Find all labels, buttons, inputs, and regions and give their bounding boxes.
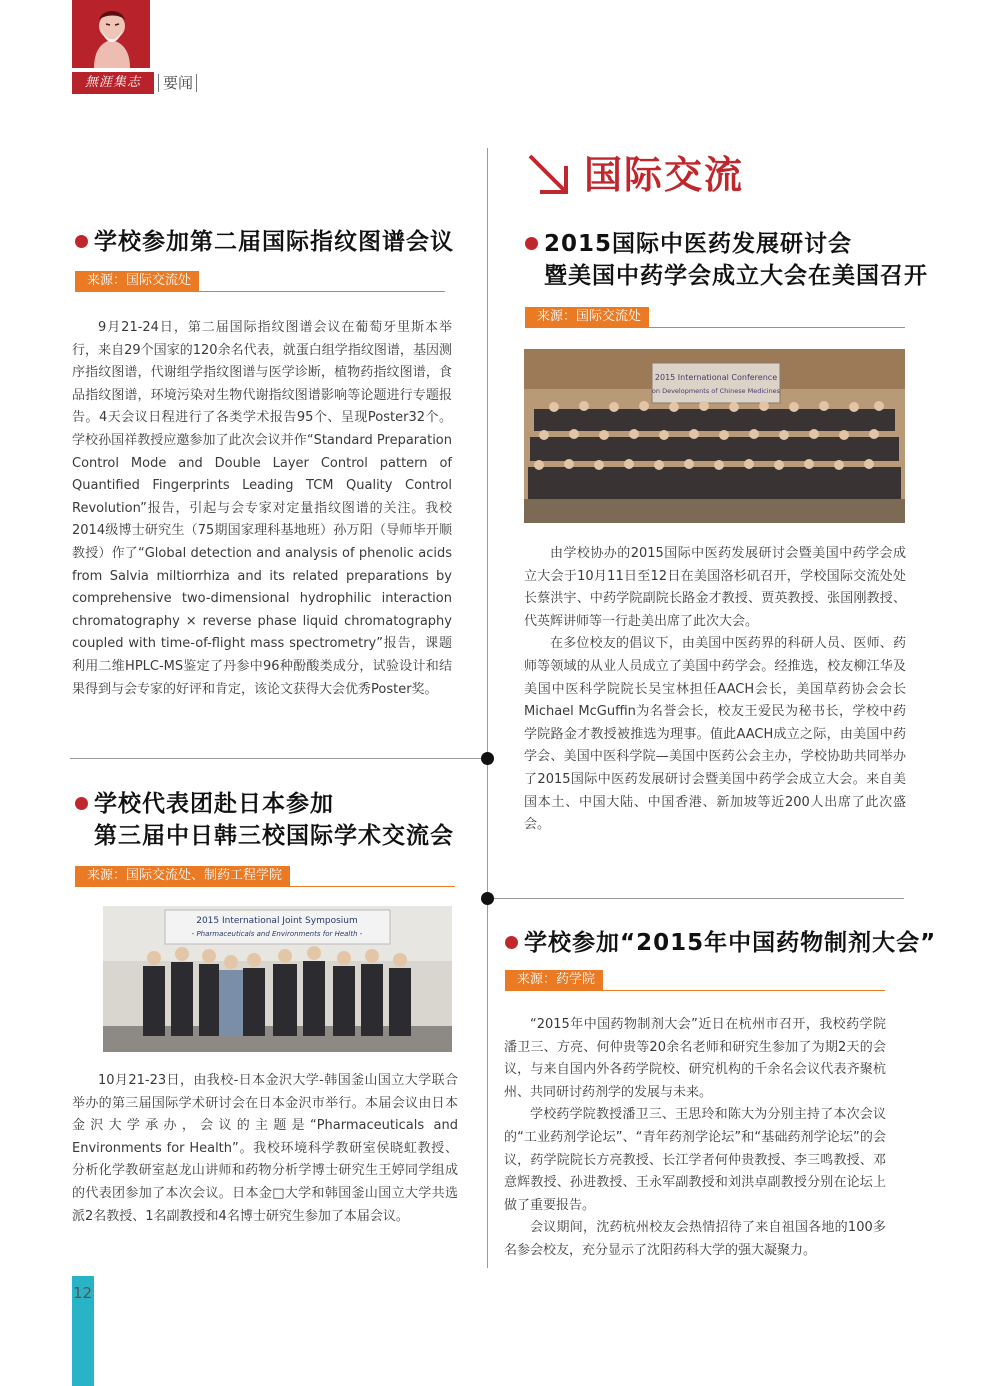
paragraph: 9月21-24日，第二届国际指纹图谱会议在葡萄牙里斯本举行，来自29个国家的120余名代表，就蛋白组学指纹图谱，基因测序指纹图谱，代谢组学指纹图谱与医学诊断，植物药指纹图谱，食品指纹图谱，环境污染对生物代谢指纹图谱影响等论题进行专题报告。4天会议日程进行了各类学术报告95个、呈现Poster32个。学校孙国祥教授应邀参加了此次会议并作“Standard Preparation Control Mode and Double Layer Control pattern of Quantified Fingerprints Leading TCM Quality Control Revolution”报告，引起与会专家对定量指纹图谱的关注。我校2014级博士研究生（75期国家理科基地班）孙万阳（导师毕开顺教授）作了“Global detection and analysis of phenolic acids from Salvia miltiorrhiza and its related preparations by comprehensive two-dimensional hydrophilic interaction chromatography × reverse phase liquid chromatography coupled with time-of-flight mass spectrometry”报告，课题利用二维HPLC-MS鉴定了丹参中96种酚酸类成分，试验设计和结果得到与会专家的好评和肯定，该论文获得大会优秀Poster奖。 [72, 320, 452, 697]
row-divider [70, 758, 488, 759]
portrait-logo-icon [72, 0, 150, 68]
bullet-dot-icon [75, 797, 88, 810]
source-underline [525, 327, 905, 328]
paragraph: “2015年中国药物制剂大会”近日在杭州市召开，我校药学院潘卫三、方亮、何仲贵等20余名老师和研究生参加了为期2天的会议，与来自国内外各药学院校、研究机构的千余名会议代表齐聚杭州、共同研讨药剂学的发展与未来。 [504, 1017, 886, 1100]
source-underline [505, 990, 885, 991]
divider-node [481, 752, 494, 765]
photo-banner-subtext: - Pharmaceuticals and Environments for Health - [191, 930, 363, 938]
magazine-name: 無涯集志 [72, 72, 154, 94]
group-photo-image [524, 349, 905, 523]
magazine-logo [72, 0, 150, 68]
article-body [524, 543, 906, 837]
column-divider [487, 148, 488, 1268]
bullet-dot-icon [75, 235, 88, 248]
page-number: 12 [73, 1284, 93, 1302]
article-title-text: 学校参加“2015年中国药物制剂大会” [524, 930, 937, 956]
group-photo [524, 349, 905, 523]
divider-node [481, 892, 494, 905]
source-tag: 来源：国际交流处、制药工程学院 [75, 866, 290, 886]
paragraph: 由学校协办的2015国际中医药发展研讨会暨美国中药学会成立大会于10月11日至12日在美国洛杉矶召开，学校国际交流处处长蔡洪宇、中药学院副院长路金才教授、贾英教授、张国刚教授、代英辉讲师等一行赴美出席了此次大会。 [524, 546, 906, 629]
paragraph: 会议期间，沈药杭州校友会热情招待了来自祖国各地的100多名参会校友，充分显示了沈阳药科大学的强大凝聚力。 [504, 1220, 886, 1258]
article-title-line2: 第三届中日韩三校国际学术交流会 [94, 823, 454, 849]
source-underline [75, 886, 455, 887]
photo-banner-subtext: on Developments of Chinese Medicines [651, 387, 781, 395]
article-body [72, 1070, 458, 1228]
row-divider [488, 898, 904, 899]
article-body [72, 317, 452, 701]
masthead-divider [158, 74, 159, 92]
article-title [75, 788, 334, 820]
group-photo-image [103, 906, 452, 1052]
source-underline [75, 291, 445, 292]
article-title [525, 228, 852, 260]
paragraph: 在多位校友的倡议下，由美国中医药界的科研人员、医师、药师等领域的从业人员成立了美国中药学会。经推选，校友柳江华及美国中医科学院院长吴宝林担任AACH会长，美国草药协会会长Michael McGuffin为名誉会长，校友王爱民为秘书长，学校中药学院路金才教授被推选为理事。值此AACH成立之际，由美国中药学会、美国中医科学院—美国中医药公会主办，学校协助共同举办了2015国际中医药发展研讨会暨美国中药学会成立大会。来自美国本土、中国大陆、中国香港、新加坡等近200人出席了此次盛会。 [524, 636, 906, 833]
arrow-down-right-icon [524, 150, 574, 200]
photo-banner-text: 2015 International Conference [654, 373, 778, 382]
article-title-text: 2015国际中医药发展研讨会 [544, 231, 853, 257]
section-banner-title: 国际交流 [584, 153, 745, 197]
article-body [504, 1014, 886, 1263]
source-tag: 来源：国际交流处 [525, 307, 649, 327]
article-title-line2: 暨美国中药学会成立大会在美国召开 [544, 263, 928, 289]
article-title-text: 学校参加第二届国际指纹图谱会议 [94, 229, 454, 255]
article-title [75, 226, 454, 258]
section-label: 要闻 [163, 74, 194, 92]
group-photo [103, 906, 452, 1052]
source-tag: 来源：国际交流处 [75, 271, 199, 291]
bullet-dot-icon [505, 936, 518, 949]
bullet-dot-icon [525, 237, 538, 250]
masthead-divider [196, 74, 197, 92]
article-title-text: 学校代表团赴日本参加 [94, 791, 334, 817]
source-tag: 来源：药学院 [505, 970, 603, 990]
paragraph: 学校药学院教授潘卫三、王思玲和陈大为分别主持了本次会议的“工业药剂学论坛”、“青年药剂学论坛”和“基础药剂学论坛”的会议，药学院院长方亮教授、长江学者何仲贵教授、李三鸣教授、邓意辉教授、孙进教授、王永军副教授和刘洪卓副教授分别在论坛上做了重要报告。 [504, 1107, 886, 1213]
photo-banner-text: 2015 International Joint Symposium [196, 916, 358, 926]
paragraph: 10月21-23日，由我校-日本金沢大学-韩国釜山国立大学联合举办的第三届国际学术研讨会在日本金沢市举行。本届会议由日本金沢大学承办，会议的主题是“Pharmaceuticals and Environments for Health”。我校环境科学教研室侯晓虹教授、分析化学教研室赵龙山讲师和药物分析学博士研究生王婷同学组成的代表团参加了本次会议。日本金□大学和韩国釜山国立大学共选派2名教授、1名副教授和4名博士研究生参加了本届会议。 [72, 1073, 458, 1224]
article-title [505, 927, 936, 959]
